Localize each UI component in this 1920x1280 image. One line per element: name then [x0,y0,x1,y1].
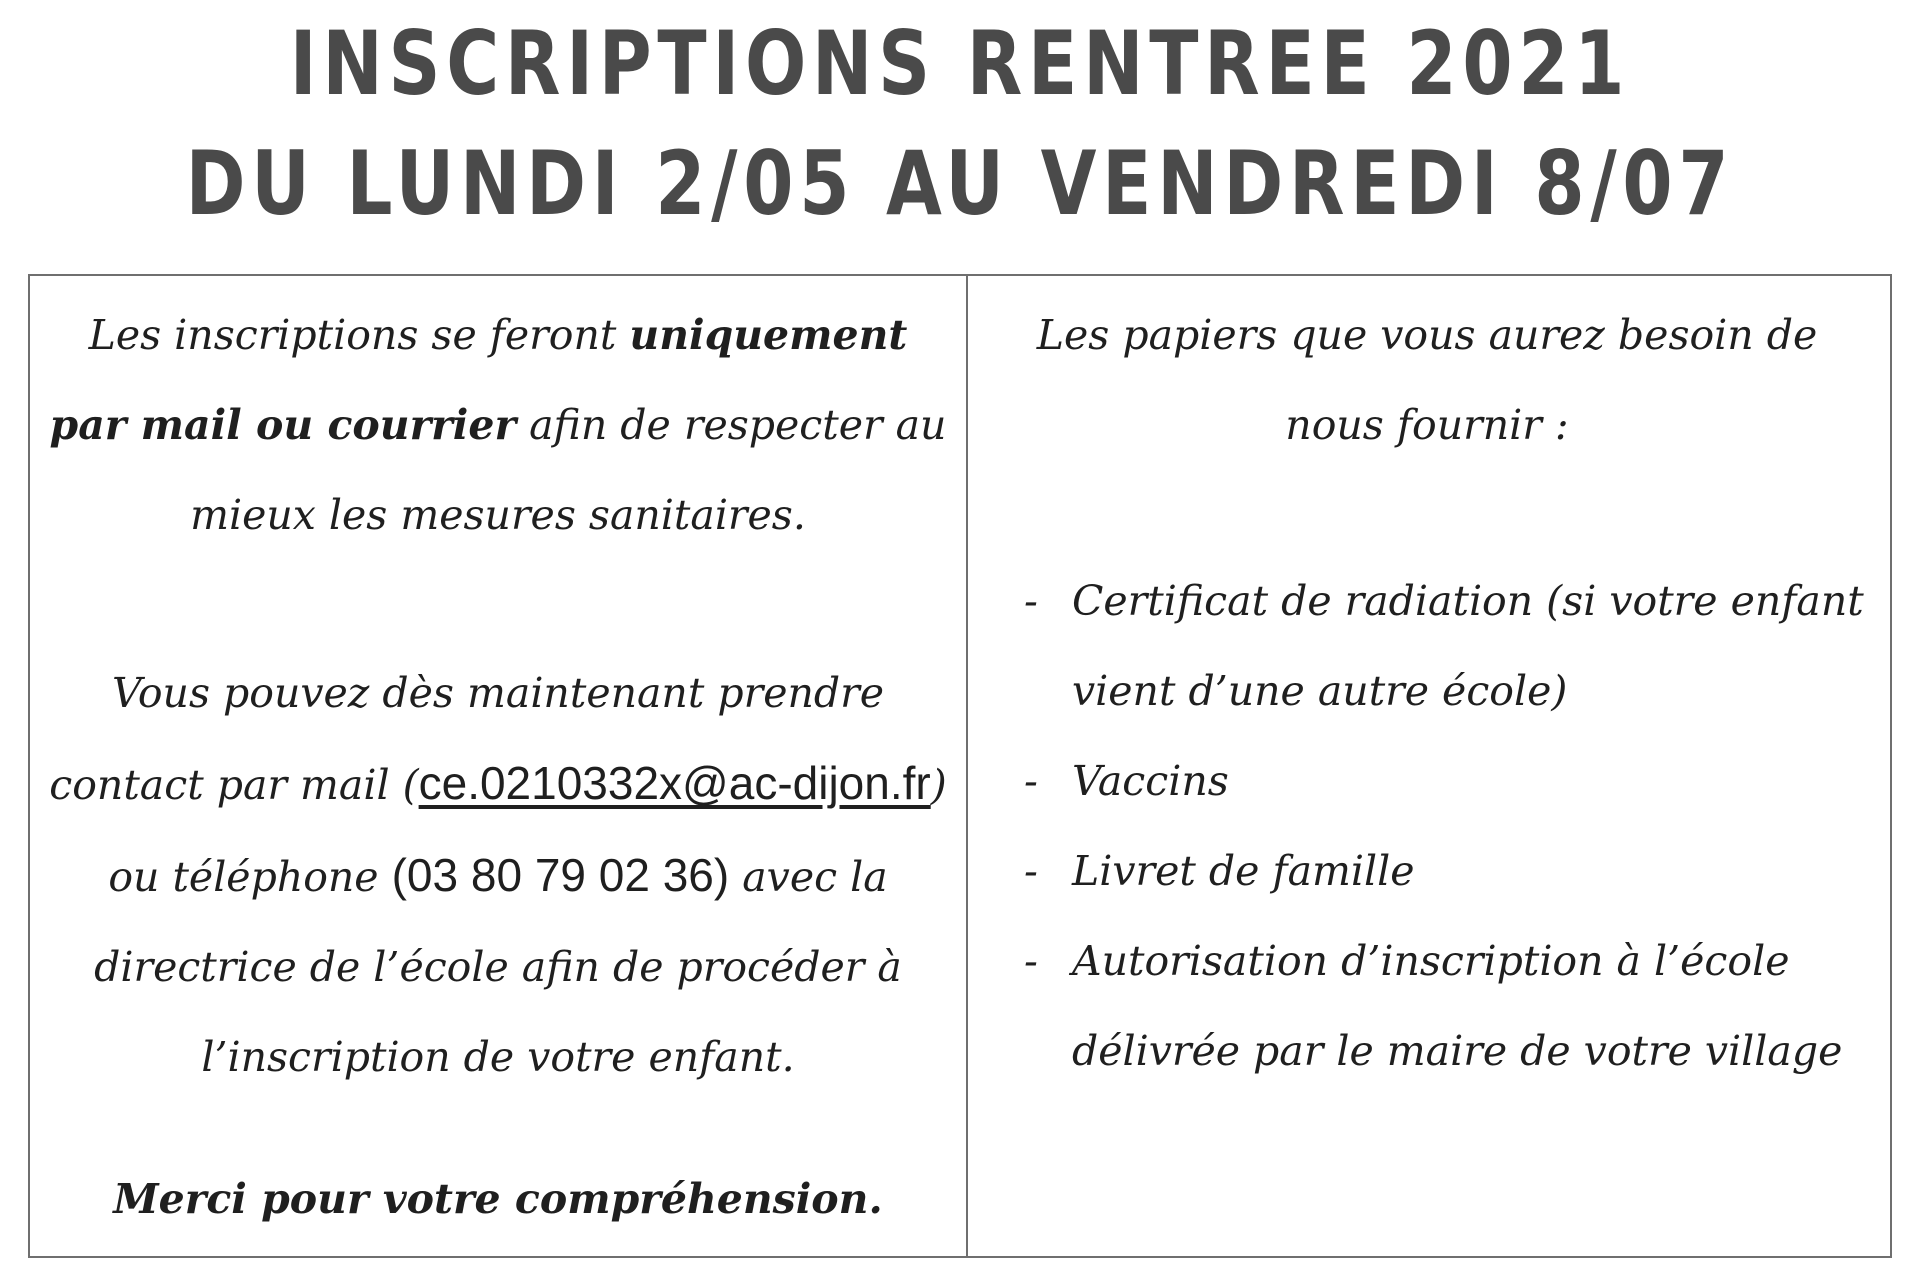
page-title: INSCRIPTIONS RENTREE 2021 [289,12,1631,115]
paragraph-gap [44,560,952,648]
phone-number: (03 80 79 02 36) [391,849,730,901]
documents-intro: Les papiers que vous aurez besoin de nous fournir : [1036,311,1818,449]
date-range-subtitle: DU LUNDI 2/05 AU VENDREDI 8/07 [185,132,1735,235]
list-item [986,916,1868,1096]
list-item [986,736,1868,826]
thanks-message: Merci pour votre compréhension. [113,1175,883,1223]
list-dash: - [1024,757,1038,805]
list-dash: - [1024,937,1038,985]
list-item [986,556,1868,736]
required-documents-column [968,276,1890,1256]
sanitary-measures-text: afin de respecter au mieux les mesures sanitaires. [190,401,947,539]
registration-method-emphasis: uniquement par mail ou courrier [49,311,908,449]
contact-intro-text: Vous pouvez dès maintenant prendre contact par mail ( [49,669,884,809]
list-gap [986,470,1868,556]
list-dash: - [1024,847,1038,895]
document-radiation-certificate: Certificat de radiation (si votre enfant vient d’une autre école) [1072,577,1864,715]
list-dash: - [1024,577,1038,625]
list-item [986,826,1868,916]
page-header [0,0,1920,265]
document-vaccines: Vaccins [1072,757,1229,805]
contact-purpose-text: avec la directrice de l’école afin de procéder à l’inscription de votre enfant. [94,853,902,1081]
registration-info-column [30,276,968,1256]
info-table [28,274,1892,1258]
email-link[interactable]: ce.0210332x@ac-dijon.fr [418,757,931,809]
phone-label-text: ) ou téléphone [108,761,947,901]
registration-method-paragraph [44,290,952,560]
registration-method-text: Les inscriptions se feront [88,311,630,359]
contact-paragraph [44,648,952,1102]
document-registration-authorization: Autorisation d’inscription à l’école délivrée par le maire de votre village [1072,937,1843,1075]
documents-list [986,556,1868,1096]
document-family-booklet: Livret de famille [1072,847,1415,895]
